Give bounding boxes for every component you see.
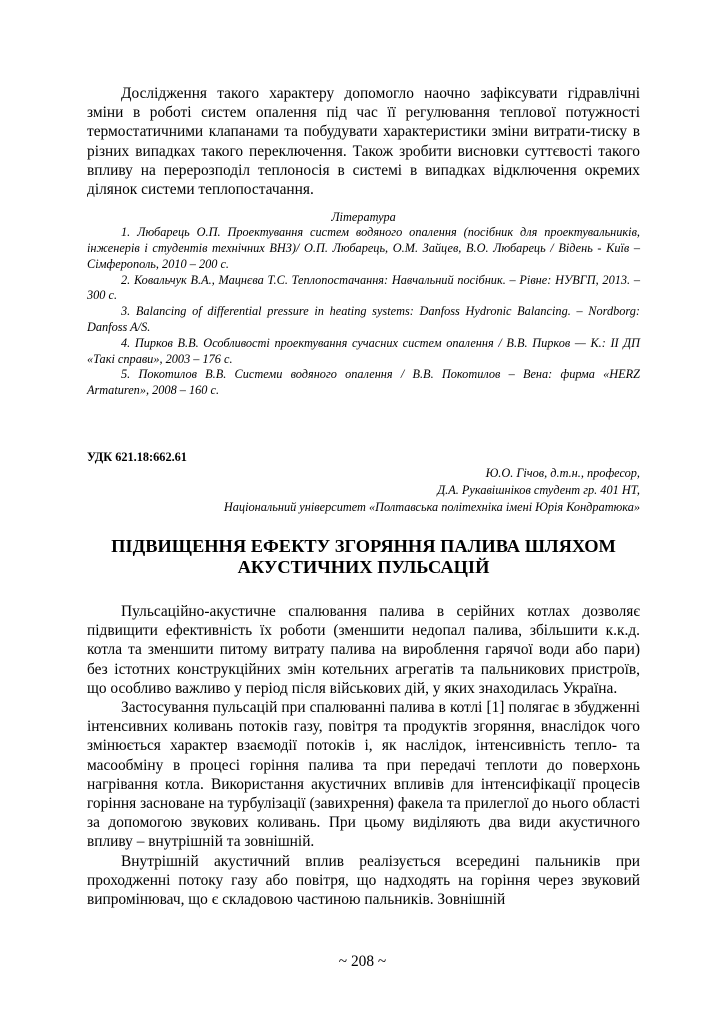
reference-item: 4. Пирков В.В. Особливості проектування сучасних систем опалення / В.В. Пирков — К.: II ДП «Такі справи», 2003 – 176 с. [87, 335, 640, 366]
references-list [87, 225, 640, 399]
intro-paragraph: Дослідження такого характеру допомогло наочно зафіксувати гідравлічні зміни в роботі систем опалення під час її регулювання теплової потужності термостатичними клапанами та побудувати характеристики зміни витрати-тиску в різних випадках такого переключення. Також зробити висновки суттєвості такого впливу на перерозподіл теплоносія в системі в випадках відключення окремих ділянок системи теплопостачання. [87, 85, 640, 199]
author-line: Д.А. Рукавішніков студент гр. 401 НТ, [437, 482, 640, 497]
udk-code: УДК 621.18:662.61 [87, 449, 187, 464]
body-paragraph: Пульсаційно-акустичне спалювання палива в серійних котлах дозволяє підвищити ефективність їх роботи (зменшити недопал палива, збільшити к.к.д. котла та зменшити питому витрату палива на вироблення гарячої води або пари) без істотних конструкційних змін котельних агрегатів та пальникових пристроїв, що особливо важливо у період після військових дій, у яких знаходилась Україна. [87, 602, 640, 697]
page-number: ~ 208 ~ [338, 953, 387, 970]
page-content [87, 84, 640, 909]
article-title [87, 536, 640, 578]
reference-item: 5. Покотилов В.В. Системи водяного опалення / В.В. Покотилов – Вена: фирма «HERZ Armaturen», 2008 – 160 с. [87, 367, 640, 398]
title-line: АКУСТИЧНИХ ПУЛЬСАЦІЙ [237, 556, 490, 577]
reference-item: 3. Balancing of differential pressure in heating systems: Danfoss Hydronic Balancing. – Nordborg: Danfoss A/S. [87, 304, 640, 334]
reference-item: 2. Ковальчук В.А., Мацнєва Т.С. Теплопостачання: Навчальний посібник. – Рівне: НУВГП, 2013. – 300 с. [87, 272, 640, 303]
references-heading: Література [331, 210, 396, 225]
author-line: Ю.О. Гічов, д.т.н., професор, [485, 465, 640, 480]
body-paragraph: Внутрішній акустичний вплив реалізується всередині пальників при проходженні потоку газу або повітря, що надходять на горіння через звуковий випромінювач, що є складовою частиною пальників. Зовнішній [87, 852, 640, 909]
body-paragraph: Застосування пульсацій при спалюванні палива в котлі [1] полягає в збудженні інтенсивних коливань потоків газу, повітря та продуктів згоряння, внаслідок чого змінюється характер взаємодії потоків і, як наслідок, інтенсивність тепло- та масообміну в процесі горіння палива та при передачі теплоти до поверхонь нагрівання котла. Використання акустичних впливів для інтенсифікації процесів горіння засноване на турбулізації (завихрення) факела та прилеглої до нього області за допомогою звукових коливань. При цьому виділяють два види акустичного впливу – внутрішній та зовнішній. [87, 699, 640, 851]
article-body [87, 602, 640, 909]
reference-item: 1. Любарець О.П. Проектування систем водяного опалення (посібник для проектувальників, інженерів і студентів технічних ВНЗ)/ О.П. Любарець, О.М. Зайцев, В.О. Любарець / Відень - Київ – Сімферополь, 2010 – 200 с. [87, 225, 640, 271]
affiliation: Національний університет «Полтавська політехніка імені Юрія Кондратюка» [223, 499, 640, 514]
title-line: ПІДВИЩЕННЯ ЕФЕКТУ ЗГОРЯННЯ ПАЛИВА ШЛЯХОМ [111, 535, 616, 556]
